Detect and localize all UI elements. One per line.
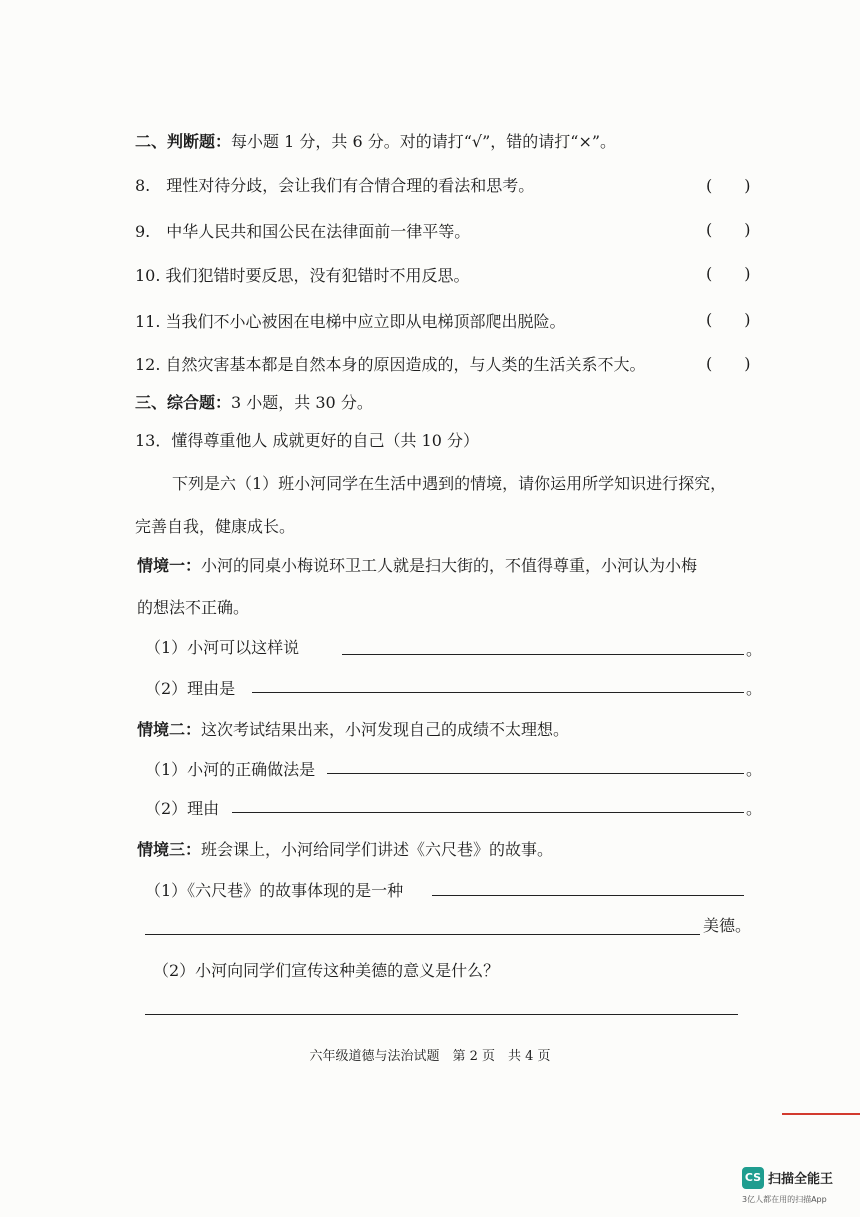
q13-title: 13．懂得尊重他人 成就更好的自己（共 10 分） [135,431,479,450]
section2-heading: 二、判断题： [135,132,232,151]
scenario2-q2: （2）理由 [145,799,220,818]
section2-instruction: 每小题 1 分，共 6 分。对的请打“√”，错的请打“×”。 [231,132,617,151]
scenario2-label: 情境二： [137,720,202,739]
scenario2-q2-answer-line[interactable] [232,812,744,813]
scenario3-q2-answer-line[interactable] [145,1014,738,1015]
scenario3-q2: （2）小河向同学们宣传这种美德的意义是什么？ [153,961,500,980]
answer-paren-11: ( ) [706,310,751,329]
answer-paren-12: ( ) [706,354,751,373]
scenario3-text-line [137,839,553,861]
scenario2-q1: （1）小河的正确做法是 [145,760,316,779]
scenario1-q1-period: 。 [746,640,763,659]
section2-header [135,131,616,153]
q13-intro-line2: 完善自我，健康成长。 [135,517,296,536]
scenario1-q2-period: 。 [746,679,763,698]
camscanner-name: 扫描全能王 [768,1172,834,1187]
question-11: 11. 当我们不小心被困在电梯中应立即从电梯顶部爬出脱险。 [135,312,566,331]
page-footer: 六年级道德与法治试题 第 2 页 共 4 页 [309,1049,551,1064]
scenario1-q2-answer-line[interactable] [252,692,744,693]
scenario2-q2-period: 。 [746,799,763,818]
red-edge-line [782,1113,860,1115]
answer-paren-9: ( ) [706,220,751,239]
scenario1-q1: （1）小河可以这样说 [145,638,300,657]
scenario1-q1-answer-line[interactable] [342,654,744,655]
scenario1-text: 小河的同桌小梅说环卫工人就是扫大街的，不值得尊重，小河认为小梅 [201,556,698,575]
scenario2-q1-answer-line[interactable] [327,773,744,774]
scenario3-q1-answer-line-a[interactable] [432,895,744,896]
scenario1-label: 情境一： [137,556,202,575]
section3-heading: 三、综合题： [135,393,232,412]
scenario1-text-line2: 的想法不正确。 [137,598,250,617]
scenario3-text: 班会课上，小河给同学们讲述《六尺巷》的故事。 [201,840,554,859]
camscanner-tagline: 3亿人都在用的扫描App [742,1195,827,1204]
scenario3-q1: （1）《六尺巷》的故事体现的是一种 [145,881,404,900]
scenario3-q1-answer-line-b[interactable] [145,934,700,935]
scenario1-text-line1 [137,555,697,577]
section3-instruction: 3 小题，共 30 分。 [231,393,373,412]
question-9: 9. 中华人民共和国公民在法律面前一律平等。 [135,222,471,241]
scenario2-text-line [137,719,569,741]
scenario3-label: 情境三： [137,840,202,859]
answer-paren-8: ( ) [706,176,751,195]
scenario2-q1-period: 。 [746,760,763,779]
scenario1-q2: （2）理由是 [145,679,236,698]
section3-header [135,392,373,414]
question-12: 12. 自然灾害基本都是自然本身的原因造成的，与人类的生活关系不大。 [135,355,646,374]
scenario3-q1-end: 美德。 [703,916,752,935]
q13-intro-line1: 下列是六（1）班小河同学在生活中遇到的情境，请你运用所学知识进行探究， [172,474,727,493]
question-8: 8. 理性对待分歧，会让我们有合情合理的看法和思考。 [135,176,535,195]
answer-paren-10: ( ) [706,264,751,283]
camscanner-logo-icon: CS [742,1167,764,1189]
scenario2-text: 这次考试结果出来，小河发现自己的成绩不太理想。 [201,720,570,739]
question-10: 10. 我们犯错时要反思，没有犯错时不用反思。 [135,266,470,285]
